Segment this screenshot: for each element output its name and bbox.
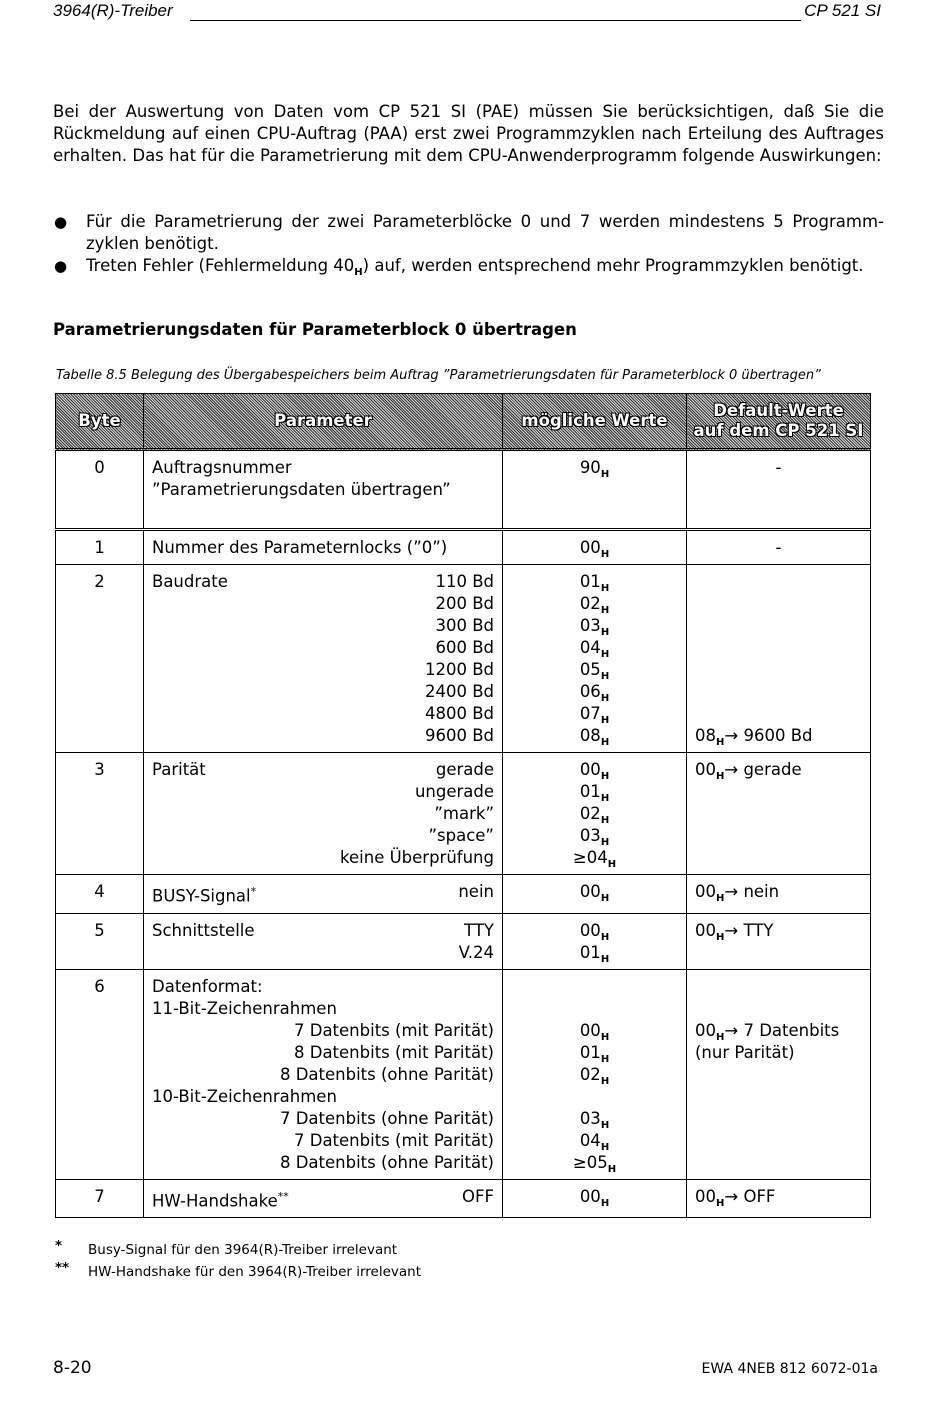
col-header-parameter: Parameter (144, 394, 503, 450)
table-row: 6 Datenformat: 11-Bit-Zeichenrahmen 7 Datenbits (mit Parität) 8 Datenbits (mit Parität) 8 Datenbits (ohne Parität) 10-Bit-Zeichenrahmen 7 Datenbits (ohne Parität) 7 Datenbits (mit Parität) 8 Datenbits (ohne Parität) $00_H$ $01_H$ $02_H$ $03_H$ $04_H$ $\ge 05_H$ $00_H\to 7$ Datenbits (nur Parität) (56, 969, 871, 1179)
col-header-byte: Byte (56, 394, 144, 450)
parameter-table (55, 393, 871, 1218)
header-chapter: 3964(R)-Treiber (53, 1, 173, 20)
page-header (53, 0, 881, 22)
table-header-row (56, 394, 871, 450)
header-product: CP 521 SI (804, 1, 881, 20)
intro-paragraph: Bei der Auswertung von Daten vom CP 521 SI (PAE) müssen Sie berücksichtigen, daß Sie die Rückmeldung auf einen CPU-Auftrag (PAA) erst zwei Programmzyklen nach Erteilung des Auftrages erhalten. Das hat für die Parametrierung mit dem CPU-Anwenderprogramm folgende Auswirkungen: (53, 102, 884, 165)
table-row: 4 BUSY-Signal* nein $00_H$ $00_H\to$ nein (56, 875, 871, 914)
table-row: 2 Baudrate 110 Bd 200 Bd 300 Bd 600 Bd 1200 Bd 2400 Bd 4800 Bd 9600 Bd $01_H$ $02_H$ $03_H$ $04_H$ $05_H$ $06_H$ $07_H$ $08_H$ $08_H\to 9600$ Bd (56, 565, 871, 753)
bullet-list (53, 211, 884, 277)
header-rule (190, 20, 801, 21)
bullet-icon: ● (54, 213, 68, 231)
table-caption: Tabelle 8.5 Belegung des Übergabespeichers beim Auftrag ”Parametrierungsdaten für Parameterblock 0 übertragen” (56, 368, 821, 383)
table-row: 1 Nummer des Parameternlocks (”0”) $00_H$ - (56, 530, 871, 565)
col-header-default: Default-Werte auf dem CP 521 SI (687, 394, 871, 450)
table-row: 3 Parität gerade ungerade ”mark” ”space” keine Überprüfung $00_H$ $01_H$ $02_H$ $03_H$ $\ge 04_H$ $00_H\to$ gerade (56, 753, 871, 875)
col-header-values: mögliche Werte (503, 394, 687, 450)
bullet-item: ● Treten Fehler (Fehlermeldung $40_H$) auf, werden entsprechend mehr Programmzyklen benötigt. (54, 256, 864, 278)
bullet-item: ● Für die Parametrierung der zwei Parameterblöcke 0 und 7 werden mindestens 5 Programm-zyklen benötigt. (54, 212, 884, 253)
bullet-icon: ● (54, 257, 68, 275)
table-row: 5 Schnittstelle TTY V.24 $00_H$ $01_H$ $00_H\to$ TTY (56, 913, 871, 969)
document-code: EWA 4NEB 812 6072-01a (701, 1361, 878, 1377)
page-number: 8-20 (53, 1358, 92, 1378)
section-title: Parametrierungsdaten für Parameterblock 0 übertragen (53, 320, 577, 339)
table-row: 0 Auftragsnummer ”Parametrierungsdaten übertragen” $90_H$ - (56, 450, 871, 530)
table-row: 7 HW-Handshake** OFF $00_H$ $00_H\to$ OFF (56, 1179, 871, 1218)
